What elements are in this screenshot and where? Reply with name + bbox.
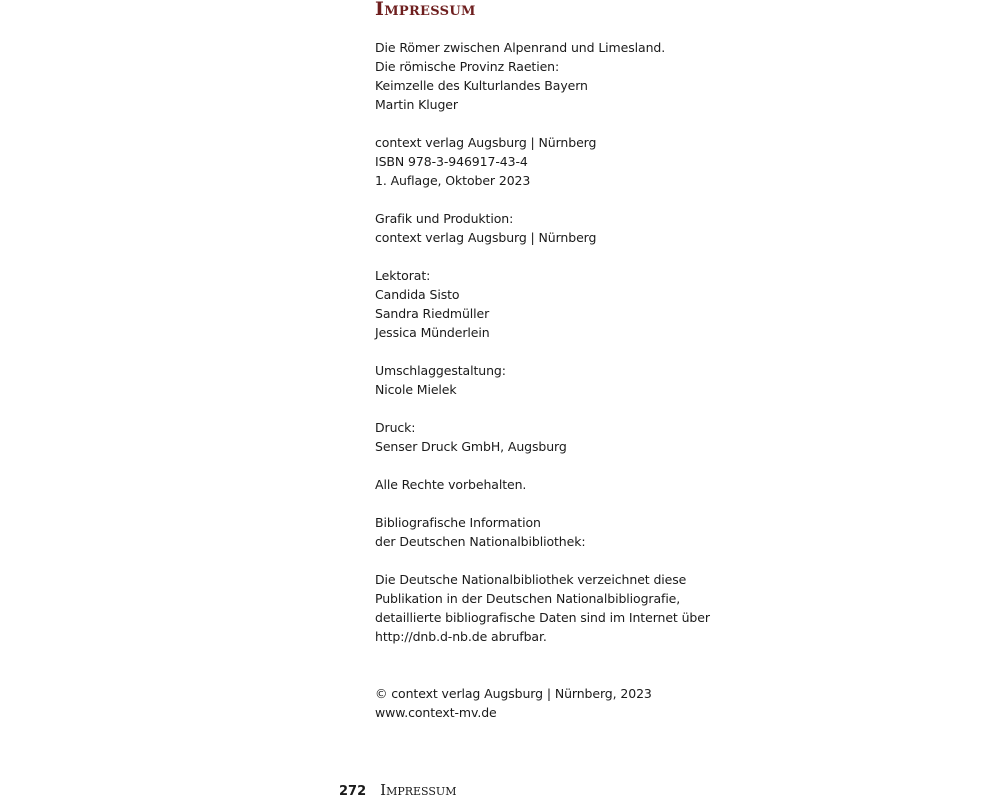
- author-name: Martin Kluger: [375, 97, 458, 112]
- editing-block: [375, 266, 695, 342]
- running-title: Impressum: [380, 781, 457, 799]
- isbn: ISBN 978-3-946917-43-4: [375, 154, 528, 169]
- printer-name: Senser Druck GmbH, Augsburg: [375, 439, 567, 454]
- imprint-body: [375, 38, 710, 741]
- biblio-text-line: detaillierte bibliografische Daten sind im Internet über: [375, 610, 710, 625]
- publisher-website: www.context-mv.de: [375, 705, 497, 720]
- biblio-text-line: http://dnb.d-nb.de abrufbar.: [375, 629, 547, 644]
- book-title-line: Die Römer zwischen Alpenrand und Limesland.: [375, 40, 666, 55]
- editor-name: Sandra Riedmüller: [375, 306, 490, 321]
- biblio-text-line: Die Deutsche Nationalbibliothek verzeichnet diese: [375, 572, 687, 587]
- copyright-block: [375, 684, 695, 722]
- biblio-heading-block: [375, 513, 695, 551]
- biblio-heading-line: der Deutschen Nationalbibliothek:: [375, 534, 586, 549]
- rights-text: Alle Rechte vorbehalten.: [375, 477, 527, 492]
- editing-label: Lektorat:: [375, 268, 431, 283]
- edition: 1. Auflage, Oktober 2023: [375, 173, 531, 188]
- biblio-text-line: Publikation in der Deutschen Nationalbibliografie,: [375, 591, 681, 606]
- book-subtitle-line: Keimzelle des Kulturlandes Bayern: [375, 78, 588, 93]
- page-number: 272: [339, 784, 367, 799]
- cover-design-label: Umschlaggestaltung:: [375, 363, 506, 378]
- publisher-block: [375, 133, 695, 190]
- rights-block: [375, 475, 695, 494]
- biblio-text-block: [375, 570, 710, 646]
- graphics-value: context verlag Augsburg | Nürnberg: [375, 230, 597, 245]
- page-footer: [339, 781, 456, 799]
- page-heading: Impressum: [375, 0, 476, 20]
- graphics-block: [375, 209, 695, 247]
- biblio-heading-line: Bibliografische Information: [375, 515, 541, 530]
- editor-name: Jessica Münderlein: [375, 325, 490, 340]
- graphics-label: Grafik und Produktion:: [375, 211, 514, 226]
- book-subtitle-line: Die römische Provinz Raetien:: [375, 59, 560, 74]
- publisher-name: context verlag Augsburg | Nürnberg: [375, 135, 597, 150]
- editor-name: Candida Sisto: [375, 287, 460, 302]
- copyright-notice: © context verlag Augsburg | Nürnberg, 2023: [375, 686, 652, 701]
- cover-designer-name: Nicole Mielek: [375, 382, 457, 397]
- cover-design-block: [375, 361, 695, 399]
- print-label: Druck:: [375, 420, 416, 435]
- book-title-block: [375, 38, 695, 114]
- print-block: [375, 418, 695, 456]
